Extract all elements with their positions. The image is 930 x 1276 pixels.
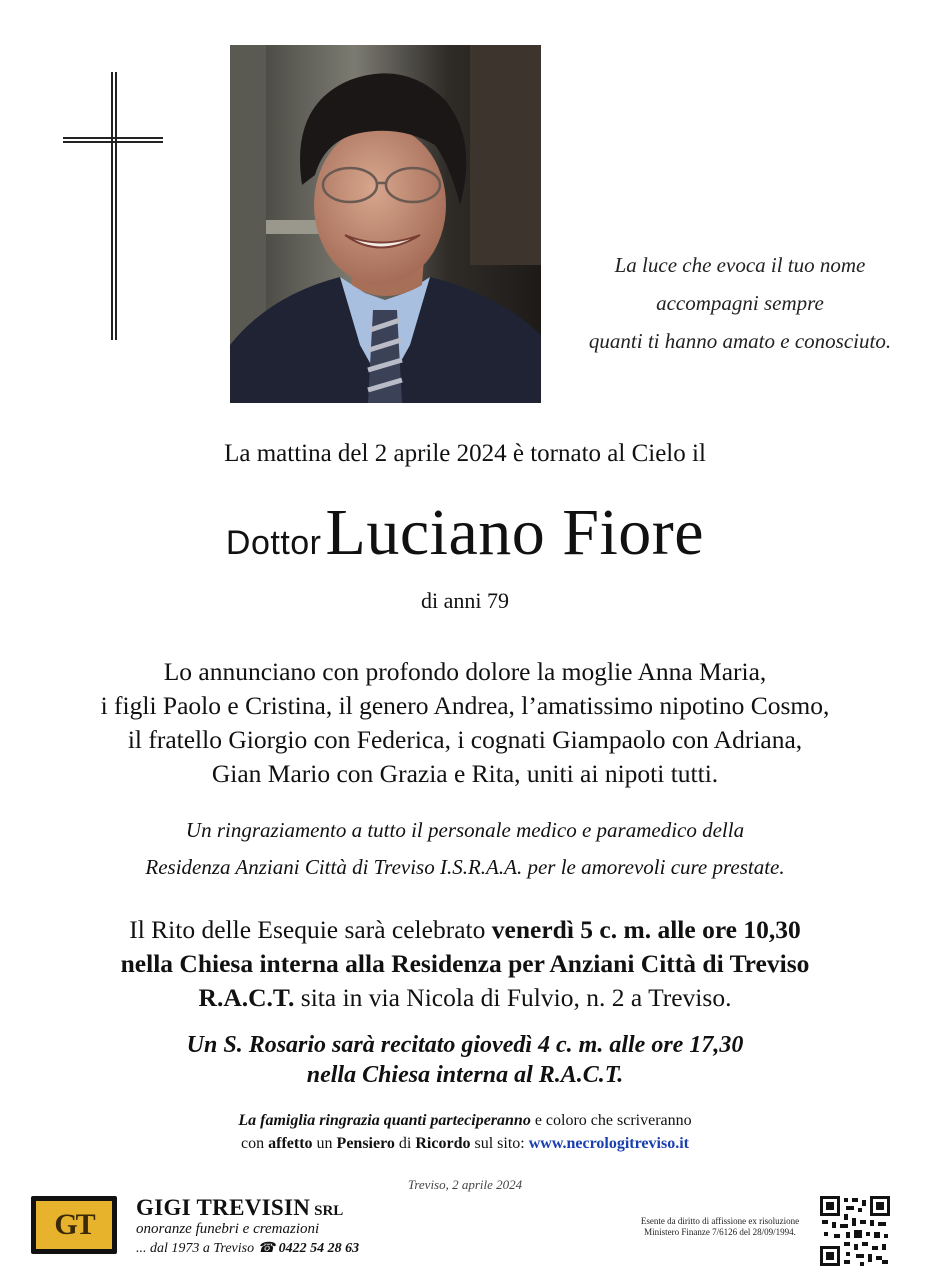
family-thanks-line-2 — [0, 1132, 930, 1155]
family-thanks-text: e coloro che scriveranno — [530, 1112, 692, 1129]
cross-icon-bar-2 — [63, 141, 163, 143]
thanks-line: Un ringraziamento a tutto il personale medico e paramedico della — [185, 818, 745, 842]
announcement-line: i figli Paolo e Cristina, il genero Andrea, l’amatissimo nipotino Cosmo, — [100, 691, 830, 720]
word-pensiero: Pensiero — [336, 1135, 395, 1152]
exemption-line: Esente da diritto di affissione ex risoluzione — [640, 1216, 800, 1226]
funeral-location: nella Chiesa interna alla Residenza per Anziani Città di Treviso — [120, 949, 810, 978]
deceased-age: di anni 79 — [421, 588, 509, 613]
rosary-line-1: Un S. Rosario sarà recitato giovedì 4 c. m. alle ore 17,30 — [186, 1032, 744, 1058]
family-thanks — [0, 1109, 930, 1155]
funeral-home-info — [136, 1195, 359, 1257]
staff-thanks — [0, 812, 930, 886]
family-thanks-bold: La famiglia ringrazia quanti parteciperanno — [238, 1112, 531, 1129]
funeral-venue: R.A.C.T. — [198, 983, 295, 1012]
phone-number: 0422 54 28 63 — [278, 1241, 360, 1256]
brand-since — [136, 1240, 359, 1257]
thanks-line: Residenza Anziani Città di Treviso I.S.R.A.A. per le amorevoli cure prestate. — [145, 855, 785, 879]
death-intro: La mattina del 2 aprile 2024 è tornato al Cielo il — [224, 440, 706, 467]
family-thanks-line-1 — [0, 1109, 930, 1132]
announcement-line: il fratello Giorgio con Federica, i cognati Giampaolo con Adriana, — [127, 725, 803, 754]
website-link[interactable]: www.necrologitreviso.it — [528, 1135, 689, 1152]
brand-name: GIGI TREVISIN — [136, 1195, 311, 1220]
announcement-line: Gian Mario con Grazia e Rita, uniti ai nipoti tutti. — [211, 759, 719, 788]
since-text: ... dal 1973 a Treviso — [136, 1241, 255, 1256]
funeral-text: Il Rito delle Esequie sarà celebrato — [129, 915, 492, 944]
cross-icon-line — [115, 72, 117, 340]
text-fragment: di — [394, 1135, 416, 1152]
funeral-datetime: venerdì 5 c. m. alle ore 10,30 — [491, 915, 801, 944]
funeral-line-3 — [0, 981, 930, 1015]
rosary-line-2: nella Chiesa interna al R.A.C.T. — [306, 1062, 624, 1088]
funeral-address: sita in via Nicola di Fulvio, n. 2 a Treviso. — [294, 983, 732, 1012]
deceased-title: Dottor — [225, 524, 322, 562]
announcement — [0, 655, 930, 791]
funeral-home-logo — [31, 1196, 117, 1254]
place-date: Treviso, 2 aprile 2024 — [407, 1177, 523, 1192]
rosary-details — [0, 1030, 930, 1090]
brand-suffix: SRL — [314, 1203, 344, 1219]
logo-monogram: GT — [54, 1208, 94, 1241]
tax-exemption-note — [620, 1216, 820, 1238]
verse-line: La luce che evoca il tuo nome — [614, 253, 866, 277]
exemption-line: Ministero Finanze 7/6126 del 28/09/1994. — [644, 1227, 796, 1237]
word-ricordo: Ricordo — [415, 1135, 471, 1152]
memorial-verse — [575, 246, 905, 360]
funeral-line-2 — [0, 947, 930, 981]
funeral-details — [0, 913, 930, 1015]
deceased-name-line — [0, 495, 930, 571]
phone-icon: ☎ — [257, 1241, 276, 1256]
cross-icon-bar — [63, 137, 163, 139]
announcement-line: Lo annunciano con profondo dolore la moglie Anna Maria, — [163, 657, 767, 686]
verse-line: quanti ti hanno amato e conosciuto. — [588, 329, 892, 353]
brand-subtitle: onoranze funebri e cremazioni — [136, 1221, 320, 1237]
qr-code-icon[interactable] — [820, 1196, 890, 1266]
cross-icon — [111, 72, 113, 340]
portrait-photo — [230, 45, 541, 403]
word-affetto: affetto — [268, 1135, 313, 1152]
deceased-name: Luciano Fiore — [325, 496, 705, 569]
text-fragment: con — [241, 1135, 269, 1152]
text-fragment: sul sito: — [470, 1135, 529, 1152]
funeral-line-1 — [0, 913, 930, 947]
text-fragment: un — [312, 1135, 337, 1152]
verse-line: accompagni sempre — [656, 291, 824, 315]
